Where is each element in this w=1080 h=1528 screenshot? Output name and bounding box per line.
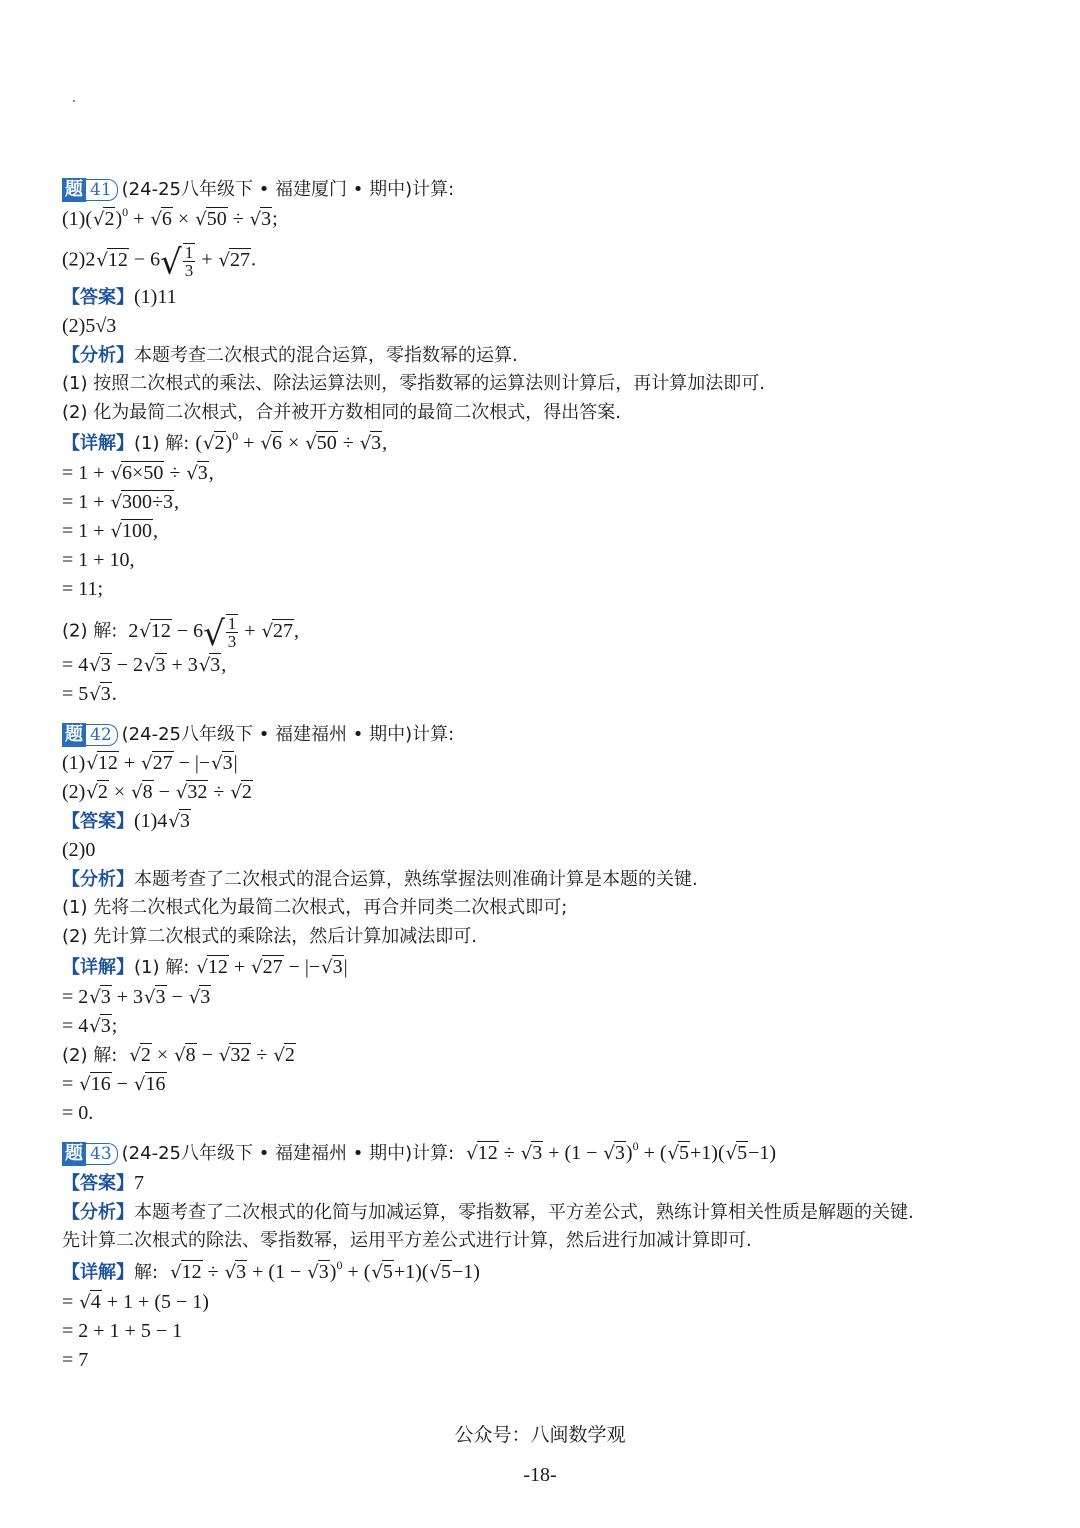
problem-43-header: 题 43 (24-25八年级下 • 福建福州 • 期中)计算: $√12 \div √3 + (1 - √3)^0 + (√5+1)(√5-1)$ — [62, 1141, 776, 1166]
problem-41-analysis-1: (1) 按照二次根式的乘法、除法运算法则，零指数幂的运算法则计算后，再计算加法即可. — [62, 373, 765, 394]
problem-42-detail: 【详解】(1) 解: √12 + √27 − |−√3| — [62, 956, 348, 978]
step: = 1 + √6×50 ÷ √3, — [62, 462, 214, 484]
problem-42-answer: 【答案】(1)4√3 — [62, 810, 190, 832]
problem-42-q1: (1)√12 + √27 − |−√3| — [62, 752, 238, 774]
problem-43-analysis-b: 先计算二次根式的除法、零指数幂，运用平方差公式进行计算，然后进行加减计算即可. — [62, 1230, 752, 1251]
problem-41-detail-2: (2) 解: 2√12 − 6√ $\frac{1}{3}$ + √27, — [62, 613, 300, 654]
problem-41-header — [62, 177, 454, 202]
problem-41-detail: 【详解】(1) 解: $(√2)^0 + √6 \times √50 \div √3$, — [62, 429, 388, 454]
problem-41-analysis-2: (2) 化为最简二次根式，合并被开方数相同的最简二次根式，得出答案. — [62, 402, 621, 423]
scan-dot — [73, 100, 75, 102]
problem-41-analysis: 【分析】本题考查二次根式的混合运算，零指数幂的运算. — [62, 345, 518, 366]
footer-watermark: 公众号：八闽数学观 — [454, 1424, 626, 1446]
step: = 2 + 1 + 5 − 1 — [62, 1320, 183, 1342]
problem-source: (24-25八年级下 • 福建福州 • 期中)计算: — [121, 724, 455, 745]
step: = 1 + 10, — [62, 549, 135, 571]
problem-42-answer-2: (2)0 — [62, 839, 96, 861]
problem-41-answer-2: (2)5√3 — [62, 315, 117, 337]
step: = 11; — [62, 578, 104, 600]
step: = 2√3 + 3√3 − √3 — [62, 986, 211, 1008]
problem-41-q1: $(1)(√2)^0 + √6 \times √50 \div √3$; — [62, 205, 278, 230]
problem-number: 43 — [86, 1143, 118, 1165]
step: = 4√3 − 2√3 + 3√3, — [62, 654, 227, 676]
step: = 7 — [62, 1349, 89, 1371]
step: = 5√3. — [62, 683, 117, 705]
problem-42-analysis-2: (2) 先计算二次根式的乘除法，然后计算加减法即可. — [62, 926, 477, 947]
problem-tag: 题 — [62, 723, 86, 747]
problem-number: 42 — [86, 724, 118, 746]
step: = √16 − √16 — [62, 1073, 166, 1095]
problem-tag: 题 — [62, 178, 86, 202]
problem-42-detail-2: (2) 解: √2 × √8 − √32 ÷ √2 — [62, 1044, 295, 1066]
problem-43-answer: 【答案】7 — [62, 1172, 144, 1194]
problem-tag: 题 — [62, 1142, 86, 1166]
step: = 0. — [62, 1102, 94, 1124]
page-number: -18- — [523, 1464, 557, 1486]
problem-number: 41 — [86, 179, 118, 201]
problem-source: (24-25八年级下 • 福建厦门 • 期中)计算: — [121, 179, 455, 200]
problem-42-header — [62, 722, 454, 747]
step: = 4√3; — [62, 1015, 118, 1037]
step: = 1 + √100, — [62, 520, 159, 542]
problem-41-answer: 【答案】(1)11 — [62, 286, 177, 308]
step: = 1 + √300÷3, — [62, 491, 180, 513]
problem-43-detail: 【详解】解: $√12 \div √3 + (1 - √3)^0 + (√5+1)(√5-1)$ — [62, 1258, 480, 1283]
problem-41-q2: (2)2√12 − 6√ $\frac{1}{3}$ + √27. — [62, 242, 257, 283]
problem-42-q2: (2)√2 × √8 − √32 ÷ √2 — [62, 781, 252, 803]
problem-42-analysis: 【分析】本题考查了二次根式的混合运算，熟练掌握法则准确计算是本题的关键. — [62, 869, 698, 890]
step: = √4 + 1 + (5 − 1) — [62, 1291, 209, 1313]
problem-43-analysis: 【分析】本题考查了二次根式的化简与加减运算，零指数幂，平方差公式，熟练计算相关性质是解题的关键. — [62, 1202, 914, 1223]
problem-42-analysis-1: (1) 先将二次根式化为最简二次根式，再合并同类二次根式即可; — [62, 897, 568, 918]
problem-source: (24-25八年级下 • 福建福州 • 期中)计算: — [121, 1143, 455, 1164]
